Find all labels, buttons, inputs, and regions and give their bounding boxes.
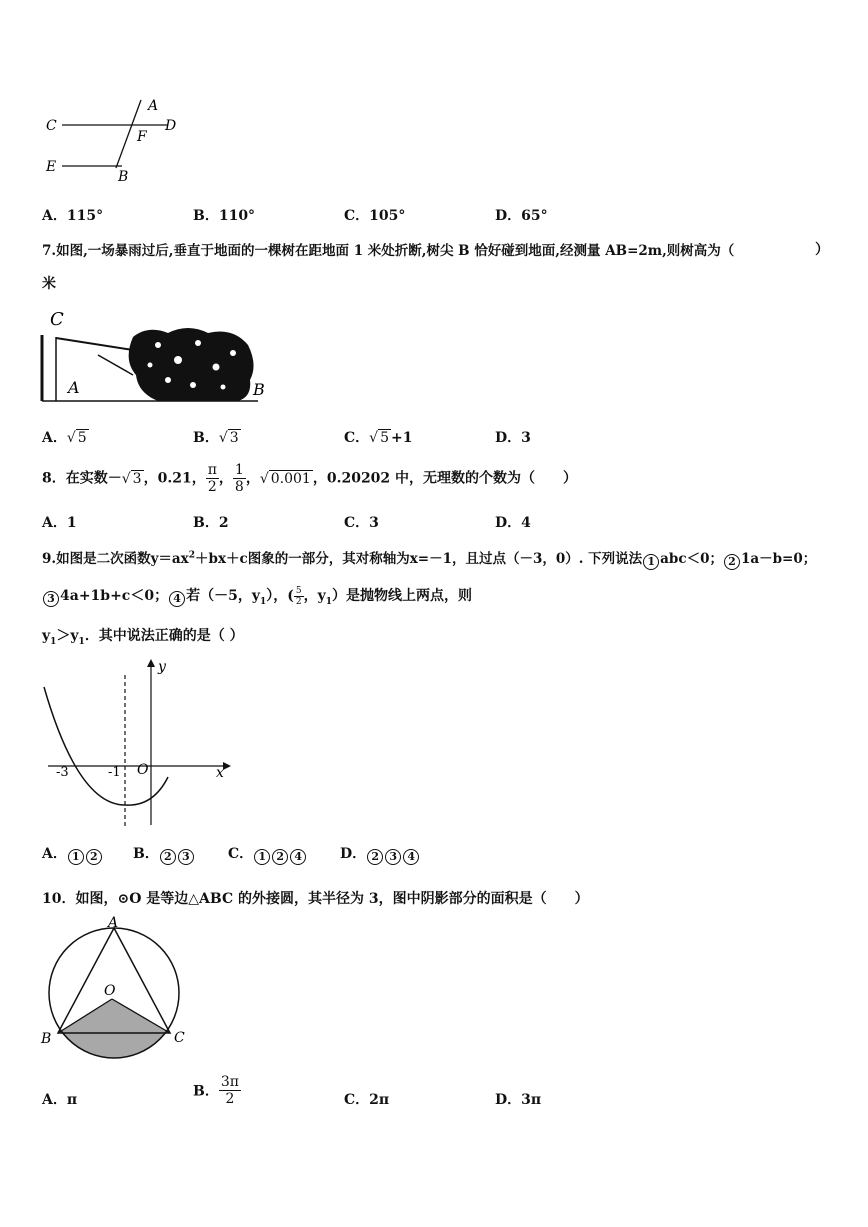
- q10-label-o: O: [104, 983, 116, 999]
- q9-line3: [42, 625, 244, 647]
- sqrt-icon: √ 5: [66, 430, 87, 446]
- q9-option-c[interactable]: [228, 843, 307, 865]
- circled-number-icon: 3: [385, 849, 401, 865]
- sqrt-icon: √ 0.001: [259, 470, 311, 487]
- q6-option-c[interactable]: C．105°: [344, 208, 406, 224]
- q8-prefix: 8．在实数－: [42, 470, 122, 487]
- q9-label-minus1: -1: [108, 765, 121, 780]
- q9-option-b-label: B．: [133, 846, 159, 862]
- q10-option-a[interactable]: A．π: [42, 1092, 78, 1108]
- q8-option-c[interactable]: C．3: [344, 515, 379, 531]
- q9-statement-2: 1a－b=0；: [740, 551, 817, 567]
- q7-option-c-radicand: 5: [380, 430, 389, 446]
- q8-option-d[interactable]: D．4: [495, 515, 531, 531]
- sqrt-icon: √ 3: [218, 430, 239, 446]
- q9-line3-sub1: 1: [50, 636, 57, 647]
- circled-number-icon: 1: [68, 849, 84, 865]
- q8-radicand-2: 0.001: [270, 470, 311, 487]
- circled-number-icon: 3: [43, 591, 59, 607]
- q9-line1-prefix: 9.如图是二次函数y＝ax: [42, 551, 189, 567]
- q9-line3-a: y: [42, 628, 51, 644]
- q10-option-b-num: 3π: [220, 1074, 239, 1090]
- q7-label-b: B: [253, 380, 265, 399]
- q6-option-a[interactable]: A．115°: [42, 208, 104, 224]
- circled-number-icon: 2: [86, 849, 102, 865]
- q9-label-origin: O: [137, 762, 149, 778]
- q9-label-y: y: [158, 659, 166, 675]
- q8-text: [42, 462, 577, 495]
- q8-suffix: ，0.20202 中，无理数的个数为（ ）: [312, 470, 578, 487]
- q7-option-d[interactable]: D．3: [495, 430, 531, 446]
- circled-number-icon: 3: [178, 849, 194, 865]
- q8-frac2-num: 1: [234, 462, 244, 478]
- q9-frac-den: 2: [295, 596, 302, 607]
- q8-fraction-pi-2: [206, 462, 219, 495]
- q9-label-minus3: -3: [56, 765, 69, 780]
- q9-sub-2: 1: [325, 596, 332, 607]
- q8-sep1: ，0.21，: [143, 470, 206, 487]
- q9-option-a-label: A．: [42, 846, 67, 862]
- q10-option-b[interactable]: [193, 1074, 241, 1107]
- q10-label-b: B: [41, 1031, 52, 1047]
- circle-dot-icon: ⊙: [117, 891, 130, 907]
- q7-paren-close: ）: [815, 242, 829, 258]
- q10-label-a: A: [108, 915, 119, 931]
- q10-prefix: 10．如图，: [42, 891, 118, 907]
- q10-option-d[interactable]: D．3π: [495, 1092, 542, 1108]
- q10-body: 是等边△ABC 的外接圆，其半径为 3，图中阴影部分的面积是（ ）: [141, 891, 589, 907]
- q6-label-a: A: [148, 98, 159, 114]
- q10-circle-name: O: [129, 891, 142, 907]
- q10-text: [42, 888, 589, 908]
- q6-label-b: B: [118, 169, 129, 185]
- q7-option-a-radicand: 5: [77, 430, 87, 446]
- q9-statement-4d: ）是抛物线上两点，则: [332, 588, 472, 604]
- q9-statement-1: abc＜0；: [660, 551, 723, 567]
- q7-text-line1: 7.如图,一场暴雨过后,垂直于地面的一棵树在距地面 1 米处折断,树尖 B 恰好碰到地面,经测量 AB=2m,则树高为（: [42, 243, 735, 259]
- q10-option-b-label: B．: [193, 1083, 219, 1100]
- circled-number-icon: 1: [643, 554, 659, 570]
- q7-option-a[interactable]: [42, 427, 89, 447]
- q8-option-b[interactable]: B．2: [193, 515, 229, 531]
- q6-label-d: D: [165, 118, 177, 134]
- circled-number-icon: 1: [254, 849, 270, 865]
- q7-label-a: A: [68, 378, 80, 397]
- q6-label-e: E: [46, 159, 57, 175]
- q9-fraction-5-2: [294, 586, 304, 607]
- circled-number-icon: 4: [290, 849, 306, 865]
- q10-option-b-fraction: [219, 1074, 241, 1107]
- q10-option-c[interactable]: C．2π: [344, 1092, 390, 1108]
- q8-option-a[interactable]: A．1: [42, 515, 77, 531]
- q6-label-f: F: [137, 129, 147, 145]
- q9-option-d-label: D．: [340, 846, 367, 862]
- q10-label-c: C: [174, 1030, 185, 1046]
- q9-label-x: x: [216, 765, 224, 781]
- q8-fraction-1-8: [233, 462, 246, 495]
- q8-frac2-den: 8: [234, 479, 244, 495]
- q9-option-b[interactable]: [133, 843, 195, 865]
- q9-line3-b: ＞y: [56, 628, 79, 644]
- q7-option-b-radicand: 3: [229, 430, 239, 446]
- circled-number-icon: 2: [367, 849, 383, 865]
- q7-option-b[interactable]: [193, 427, 241, 447]
- q7-option-c[interactable]: [344, 427, 412, 447]
- circled-number-icon: 2: [160, 849, 176, 865]
- q8-frac1-den: 2: [207, 479, 217, 495]
- q9-statement-4a: 若（－5，y: [186, 588, 260, 604]
- q9-line3-c: ．其中说法正确的是（ ）: [84, 628, 244, 644]
- q6-figure: [40, 95, 190, 190]
- q9-statement-4c: ，y: [303, 588, 326, 604]
- q9-figure: [38, 655, 238, 835]
- q7-option-c-suffix: +1: [391, 430, 413, 446]
- q9-option-c-label: C．: [228, 846, 254, 862]
- q10-figure: [38, 915, 198, 1065]
- q8-sep3: ，: [245, 470, 260, 487]
- q7-option-a-label: A．: [42, 430, 67, 446]
- q9-line1-mid: ＋bx＋c图象的一部分，其对称轴为x=－1，且过点（－3，0）. 下列说法: [195, 551, 643, 567]
- q9-line1: [42, 547, 816, 570]
- circled-number-icon: 4: [403, 849, 419, 865]
- circled-number-icon: 2: [272, 849, 288, 865]
- q8-frac1-num: π: [207, 462, 217, 478]
- q7-option-b-label: B．: [193, 430, 219, 446]
- q7-label-c: C: [50, 309, 64, 330]
- q6-option-b[interactable]: B．110°: [193, 208, 256, 224]
- q9-frac-num: 5: [295, 585, 302, 596]
- q9-option-d[interactable]: [340, 843, 420, 865]
- q9-sub-1: 1: [259, 596, 267, 607]
- q7-figure: [38, 305, 278, 405]
- q9-line3-sub2: 1: [78, 636, 85, 647]
- q8-sep2: ，: [218, 470, 233, 487]
- circled-number-icon: 4: [169, 591, 185, 607]
- sqrt-icon: √ 5: [369, 430, 389, 446]
- q9-statement-4b: ），(: [266, 588, 294, 604]
- q9-line2: [42, 585, 472, 607]
- q9-statement-3: 4a+1b+c＜0；: [60, 588, 169, 604]
- q9-line1-sup: 2: [188, 550, 195, 561]
- q6-option-d[interactable]: D．65°: [495, 208, 548, 224]
- sqrt-icon: √ 3: [121, 470, 142, 487]
- q8-radicand-1: 3: [132, 470, 142, 487]
- q7-option-c-label: C．: [344, 430, 370, 446]
- q6-label-c: C: [46, 118, 57, 134]
- q10-option-b-den: 2: [225, 1091, 235, 1107]
- q7-text-line2: 米: [42, 276, 56, 292]
- circled-number-icon: 2: [724, 554, 740, 570]
- q9-option-a[interactable]: [42, 843, 103, 865]
